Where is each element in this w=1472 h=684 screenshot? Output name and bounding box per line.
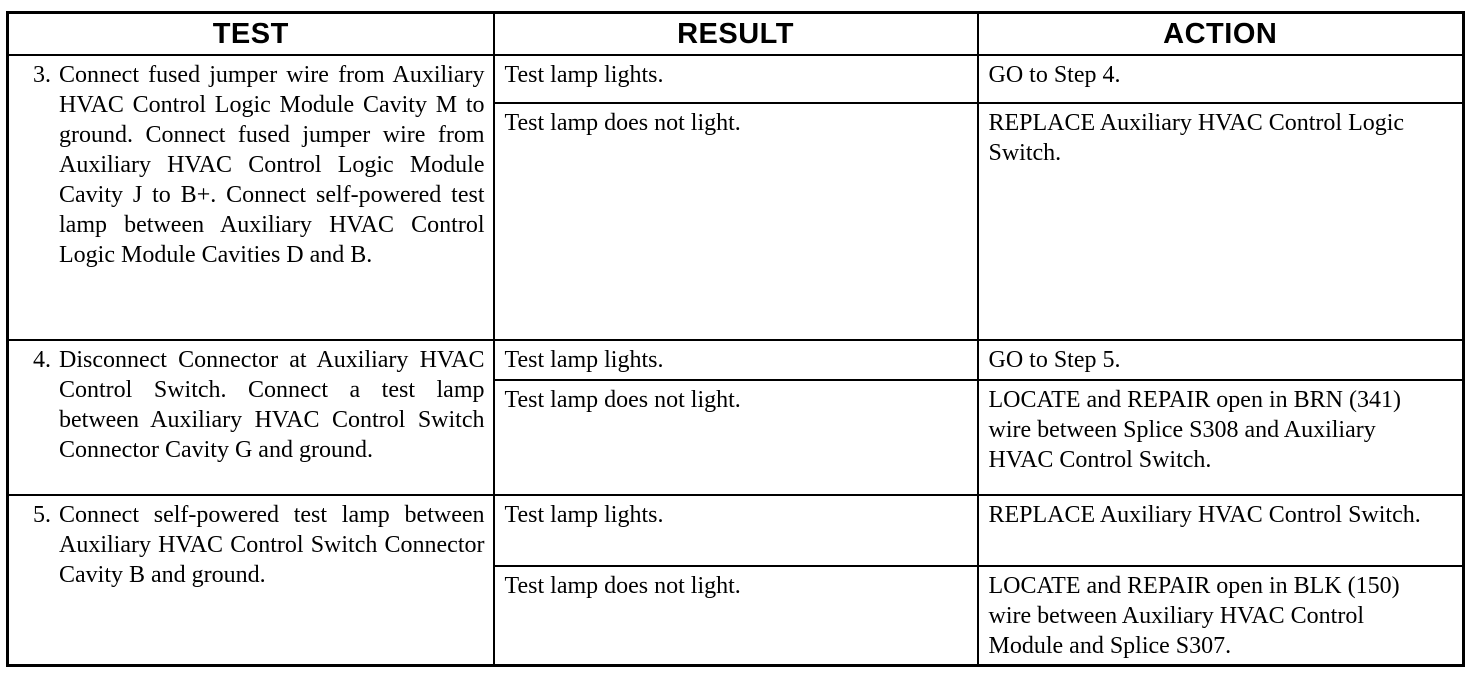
table-row bbox=[8, 495, 1464, 566]
action-text: GO to Step 4. bbox=[988, 62, 1121, 88]
action-cell bbox=[978, 566, 1464, 666]
step-number: 3. bbox=[33, 62, 51, 88]
result-text: Test lamp lights. bbox=[504, 502, 664, 528]
step-test-text: Connect fused jumper wire from Auxiliary HVAC Control Logic Module Cavity M to ground. Connect fused jumper wire from Auxiliary HVAC Control Logic Module Cavity J to B+. Connect self-powered test lamp between Auxiliary HVAC Control Logic Module Cavities D and B. bbox=[59, 62, 485, 268]
result-cell bbox=[494, 55, 978, 103]
action-text: REPLACE Auxiliary HVAC Control Logic Switch. bbox=[988, 110, 1405, 166]
step-test-text: Disconnect Connector at Auxiliary HVAC Control Switch. Connect a test lamp between Auxiliary HVAC Control Switch Connector Cavity G and ground. bbox=[59, 347, 485, 463]
result-cell bbox=[494, 495, 978, 566]
result-text: Test lamp lights. bbox=[504, 62, 664, 88]
result-cell bbox=[494, 340, 978, 380]
action-text: LOCATE and REPAIR open in BLK (150) wire between Auxiliary HVAC Control Module and Splice S307. bbox=[988, 573, 1400, 659]
action-cell bbox=[978, 495, 1464, 566]
diagnostic-table bbox=[6, 11, 1465, 667]
result-text: Test lamp does not light. bbox=[504, 110, 741, 136]
action-cell bbox=[978, 55, 1464, 103]
table-row bbox=[8, 55, 1464, 103]
action-text: REPLACE Auxiliary HVAC Control Switch. bbox=[988, 502, 1421, 528]
action-cell bbox=[978, 103, 1464, 340]
result-cell bbox=[494, 380, 978, 495]
result-text: Test lamp lights. bbox=[504, 347, 664, 373]
step-test-text: Connect self-powered test lamp between Auxiliary HVAC Control Switch Connector Cavity B and ground. bbox=[59, 502, 485, 588]
action-cell bbox=[978, 380, 1464, 495]
test-cell-step-3 bbox=[8, 55, 494, 340]
test-cell-step-4 bbox=[8, 340, 494, 495]
result-cell bbox=[494, 566, 978, 666]
header-action: ACTION bbox=[978, 13, 1464, 56]
table-row bbox=[8, 340, 1464, 380]
result-text: Test lamp does not light. bbox=[504, 387, 741, 413]
header-row bbox=[8, 13, 1464, 56]
header-result: RESULT bbox=[494, 13, 978, 56]
action-text: LOCATE and REPAIR open in BRN (341) wire between Splice S308 and Auxiliary HVAC Control Switch. bbox=[988, 387, 1401, 473]
action-cell bbox=[978, 340, 1464, 380]
result-text: Test lamp does not light. bbox=[504, 573, 741, 599]
step-number: 4. bbox=[33, 347, 51, 373]
action-text: GO to Step 5. bbox=[988, 347, 1121, 373]
header-test: TEST bbox=[8, 13, 494, 56]
result-cell bbox=[494, 103, 978, 340]
step-number: 5. bbox=[33, 502, 51, 528]
test-cell-step-5 bbox=[8, 495, 494, 666]
